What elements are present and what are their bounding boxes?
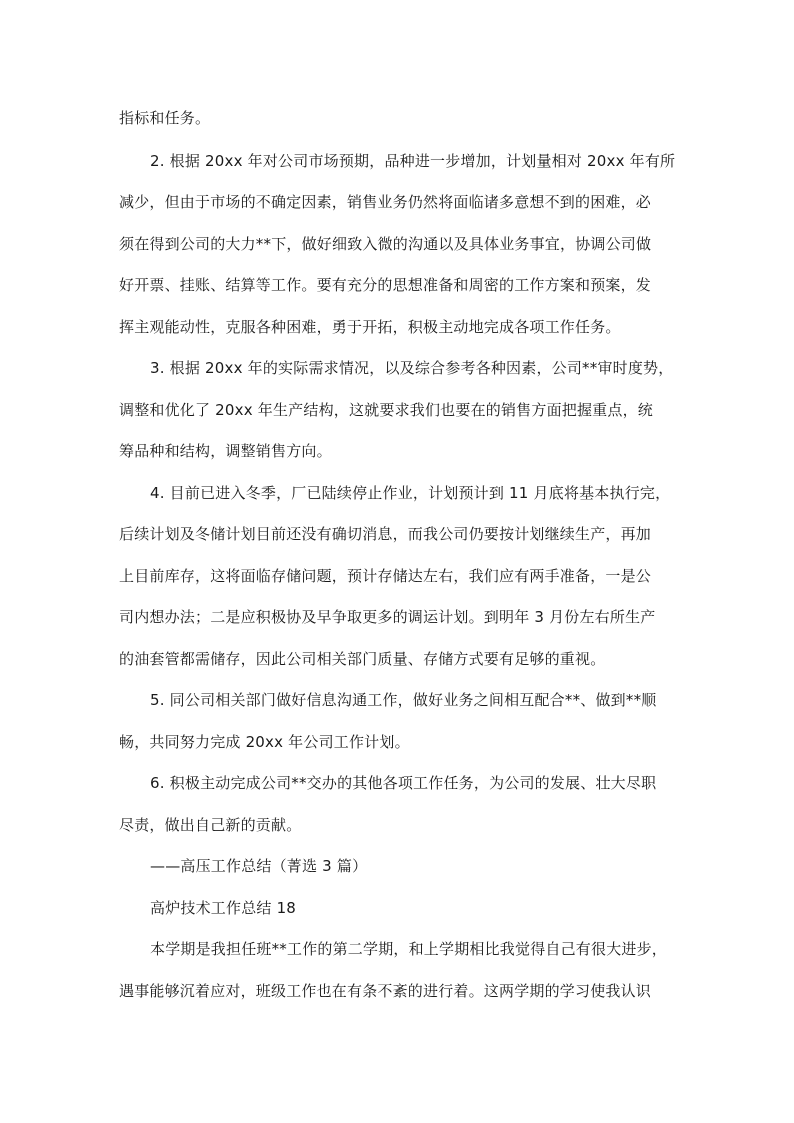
text-line: 上目前库存，这将面临存储问题，预计存储达左右，我们应有两手准备，一是公: [119, 567, 652, 585]
text-line: 的油套管都需储存，因此公司相关部门质量、存储方式要有足够的重视。: [119, 650, 606, 668]
text-line: 减少，但由于市场的不确定因素，销售业务仍然将面临诸多意想不到的困难，必: [119, 193, 652, 211]
text-line: 挥主观能动性，克服各种困难，勇于开拓，积极主动地完成各项工作任务。: [119, 318, 621, 336]
text-line: 筹品种和结构，调整销售方向。: [119, 442, 332, 460]
text-line: 4. 目前已进入冬季，厂已陆续停止作业，计划预计到 11 月底将基本执行完，: [150, 484, 671, 502]
text-line: 6. 积极主动完成公司**交办的其他各项工作任务，为公司的发展、壮大尽职: [150, 774, 657, 792]
section-heading: 高炉技术工作总结 18: [150, 899, 297, 917]
text-line: 好开票、挂账、结算等工作。要有充分的思想准备和周密的工作方案和预案，发: [119, 276, 652, 294]
text-line: 司内想办法；二是应积极协及早争取更多的调运计划。到明年 3 月份左右所生产: [119, 608, 656, 626]
text-line: 3. 根据 20xx 年的实际需求情况，以及综合参考各种因素，公司**审时度势，: [150, 359, 674, 377]
text-line: 须在得到公司的大力**下，做好细致入微的沟通以及具体业务事宜，协调公司做: [119, 235, 652, 253]
text-line: 指标和任务。: [119, 109, 211, 127]
text-line: 尽责，做出自己新的贡献。: [119, 816, 302, 834]
text-line: 5. 同公司相关部门做好信息沟通工作，做好业务之间相互配合**、做到**顺: [150, 691, 657, 709]
text-line: 本学期是我担任班**工作的第二学期，和上学期相比我觉得自己有很大进步，: [150, 940, 668, 958]
text-line: 调整和优化了 20xx 年生产结构，这就要求我们也要在的销售方面把握重点，统: [119, 401, 653, 419]
text-line: 畅，共同努力完成 20xx 年公司工作计划。: [119, 733, 410, 751]
text-line: 后续计划及冬储计划目前还没有确切消息，而我公司仍要按计划继续生产，再加: [119, 525, 652, 543]
text-line: ——高压工作总结（菁选 3 篇）: [150, 857, 368, 875]
text-line: 2. 根据 20xx 年对公司市场预期，品种进一步增加，计划量相对 20xx 年有所: [150, 152, 676, 170]
text-line: 遇事能够沉着应对，班级工作也在有条不紊的进行着。这两学期的学习使我认识: [119, 982, 652, 1000]
